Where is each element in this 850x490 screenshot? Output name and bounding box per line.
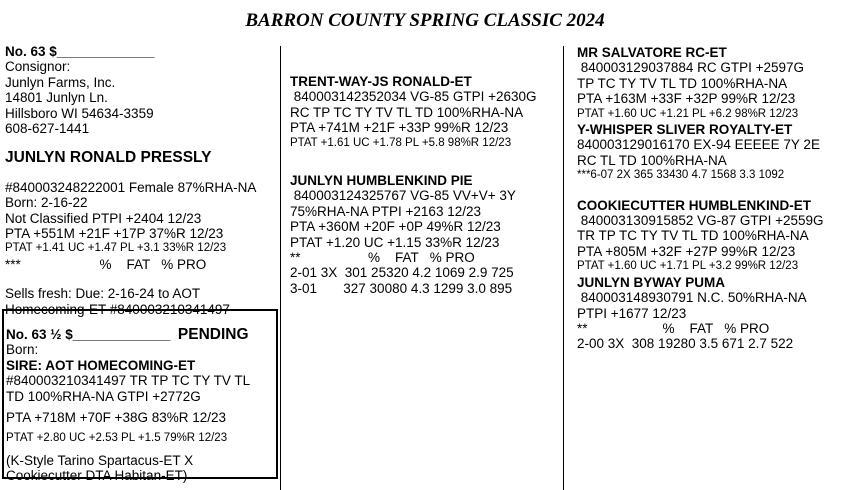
column-divider-right [563,46,564,490]
pending-born: Born: [6,342,39,358]
pending-sire: SIRE: AOT HOMECOMING-ET [6,357,196,373]
sire-name: TRENT-WAY-JS RONALD-ET [290,74,472,89]
consignor-city: Hillsboro WI 54634-3359 [5,105,154,121]
dam-detail: 840003124325767 VG-85 VV+V+ 3Y [290,188,516,204]
dam-detail: PTAT +1.20 UC +1.15 33%R 12/23 [290,234,500,250]
pedigree-name: JUNLYN BYWAY PUMA [577,274,726,290]
pedigree-right-column [577,45,824,352]
stat-header: ** % FAT % PRO [290,250,475,266]
pending-detail: PTA +718M +70F +38G 83%R 12/23 [6,410,227,426]
pending-lot-price: No. 63 ½ $_____________ [6,327,171,342]
stat-header: *** % FAT % PRO [5,256,207,272]
production-record: 2-00 3X 308 19280 3.5 671 2.7 522 [577,336,794,352]
dam-detail: PTA +360M +20F +0P 49%R 12/23 [290,219,501,235]
consignor-label: Consignor: [5,59,71,75]
pending-label: PENDING [177,326,249,343]
pedigree-ptat: PTAT +1.60 UC +1.71 PL +3.2 99%R 12/23 [577,260,799,273]
pedigree-detail: TR TP TC TY TV TL TD 100%RHA-NA [577,228,809,244]
pedigree-detail: 840003130915852 VG-87 GTPI +2559G [577,213,824,229]
production-record: 2-01 3X 301 25320 4.2 1069 2.9 725 [290,265,514,281]
dam-name: JUNLYN HUMBLENKIND PIE [290,173,473,189]
pending-lot-number [6,327,250,342]
pedigree-name: MR SALVATORE RC-ET [577,45,727,60]
animal-ptat: PTAT +1.41 UC +1.47 PL +3.1 33%R 12/23 [5,242,227,255]
sire-ptat: PTAT +1.61 UC +1.78 PL +5.8 98%R 12/23 [290,136,512,149]
sire-detail: 840003142352034 VG-85 GTPI +2630G [290,89,537,105]
pedigree-detail: 840003148930791 N.C. 50%RHA-NA [577,290,807,306]
animal-detail: Not Classified PTPI +2404 12/23 [5,210,202,226]
stat-header: ** % FAT % PRO [577,320,770,336]
consignment-column [5,44,256,317]
pedigree-detail: PTA +805M +32F +27P 99%R 12/23 [577,243,796,259]
animal-detail: PTA +551M +21F +17P 37%R 12/23 [5,226,224,242]
consignor-phone: 608-627-1441 [5,121,90,137]
pedigree-ptat: PTAT +1.60 UC +1.21 PL +6.2 98%R 12/23 [577,107,799,120]
pending-pedigree: Cookiecutter DTA Habitan-ET) [6,468,188,484]
lot-number: No. 63 $_____________ [5,44,155,59]
pedigree-detail: RC TL TD 100%RHA-NA [577,152,727,168]
sire-detail: PTA +741M +21F +33P 99%R 12/23 [290,120,509,136]
dam-detail: 75%RHA-NA PTPI +2163 12/23 [290,203,481,219]
pedigree-detail: PTPI +1677 12/23 [577,305,687,321]
animal-name: JUNLYN RONALD PRESSLY [5,149,212,167]
animal-detail: Born: 2-16-22 [5,195,88,211]
pedigree-middle-column [290,74,537,296]
pedigree-name: Y-WHISPER SLIVER ROYALTY-ET [577,122,793,138]
pedigree-detail: 840003129037884 RC GTPI +2597G [577,60,805,76]
pending-ptat: PTAT +2.80 UC +2.53 PL +1.5 79%R 12/23 [6,432,228,445]
animal-detail: #840003248222001 Female 87%RHA-NA [5,179,257,195]
sale-title: BARRON COUNTY SPRING CLASSIC 2024 [245,10,605,31]
column-divider-left [280,46,281,490]
pedigree-detail: TP TC TY TV TL TD 100%RHA-NA [577,75,788,91]
pending-detail: #840003210341497 TR TP TC TY TV TL [6,373,251,389]
sells-line: Sells fresh: Due: 2-16-24 to AOT [5,286,201,302]
sire-detail: RC TP TC TY TV TL TD 100%RHA-NA [290,104,524,120]
consignor-name: Junlyn Farms, Inc. [5,74,116,90]
consignor-street: 14801 Junlyn Ln. [5,90,108,106]
pending-pedigree: (K-Style Tarino Spartacus-ET X [6,452,194,468]
sells-line: Homecoming-ET #840003210341497 [5,301,230,317]
pending-detail: TD 100%RHA-NA GTPI +2772G [6,388,201,404]
production-record: ***6-07 2X 365 33430 4.7 1568 3.3 1092 [577,169,785,182]
production-record: 3-01 327 30080 4.3 1299 3.0 895 [290,280,513,296]
pedigree-name: COOKIECUTTER HUMBLENKIND-ET [577,197,811,213]
pending-lot-content [6,327,250,484]
pedigree-detail: PTA +163M +33F +32P 99%R 12/23 [577,91,796,107]
pedigree-detail: 840003129016170 EX-94 EEEEE 7Y 2E [577,137,820,153]
